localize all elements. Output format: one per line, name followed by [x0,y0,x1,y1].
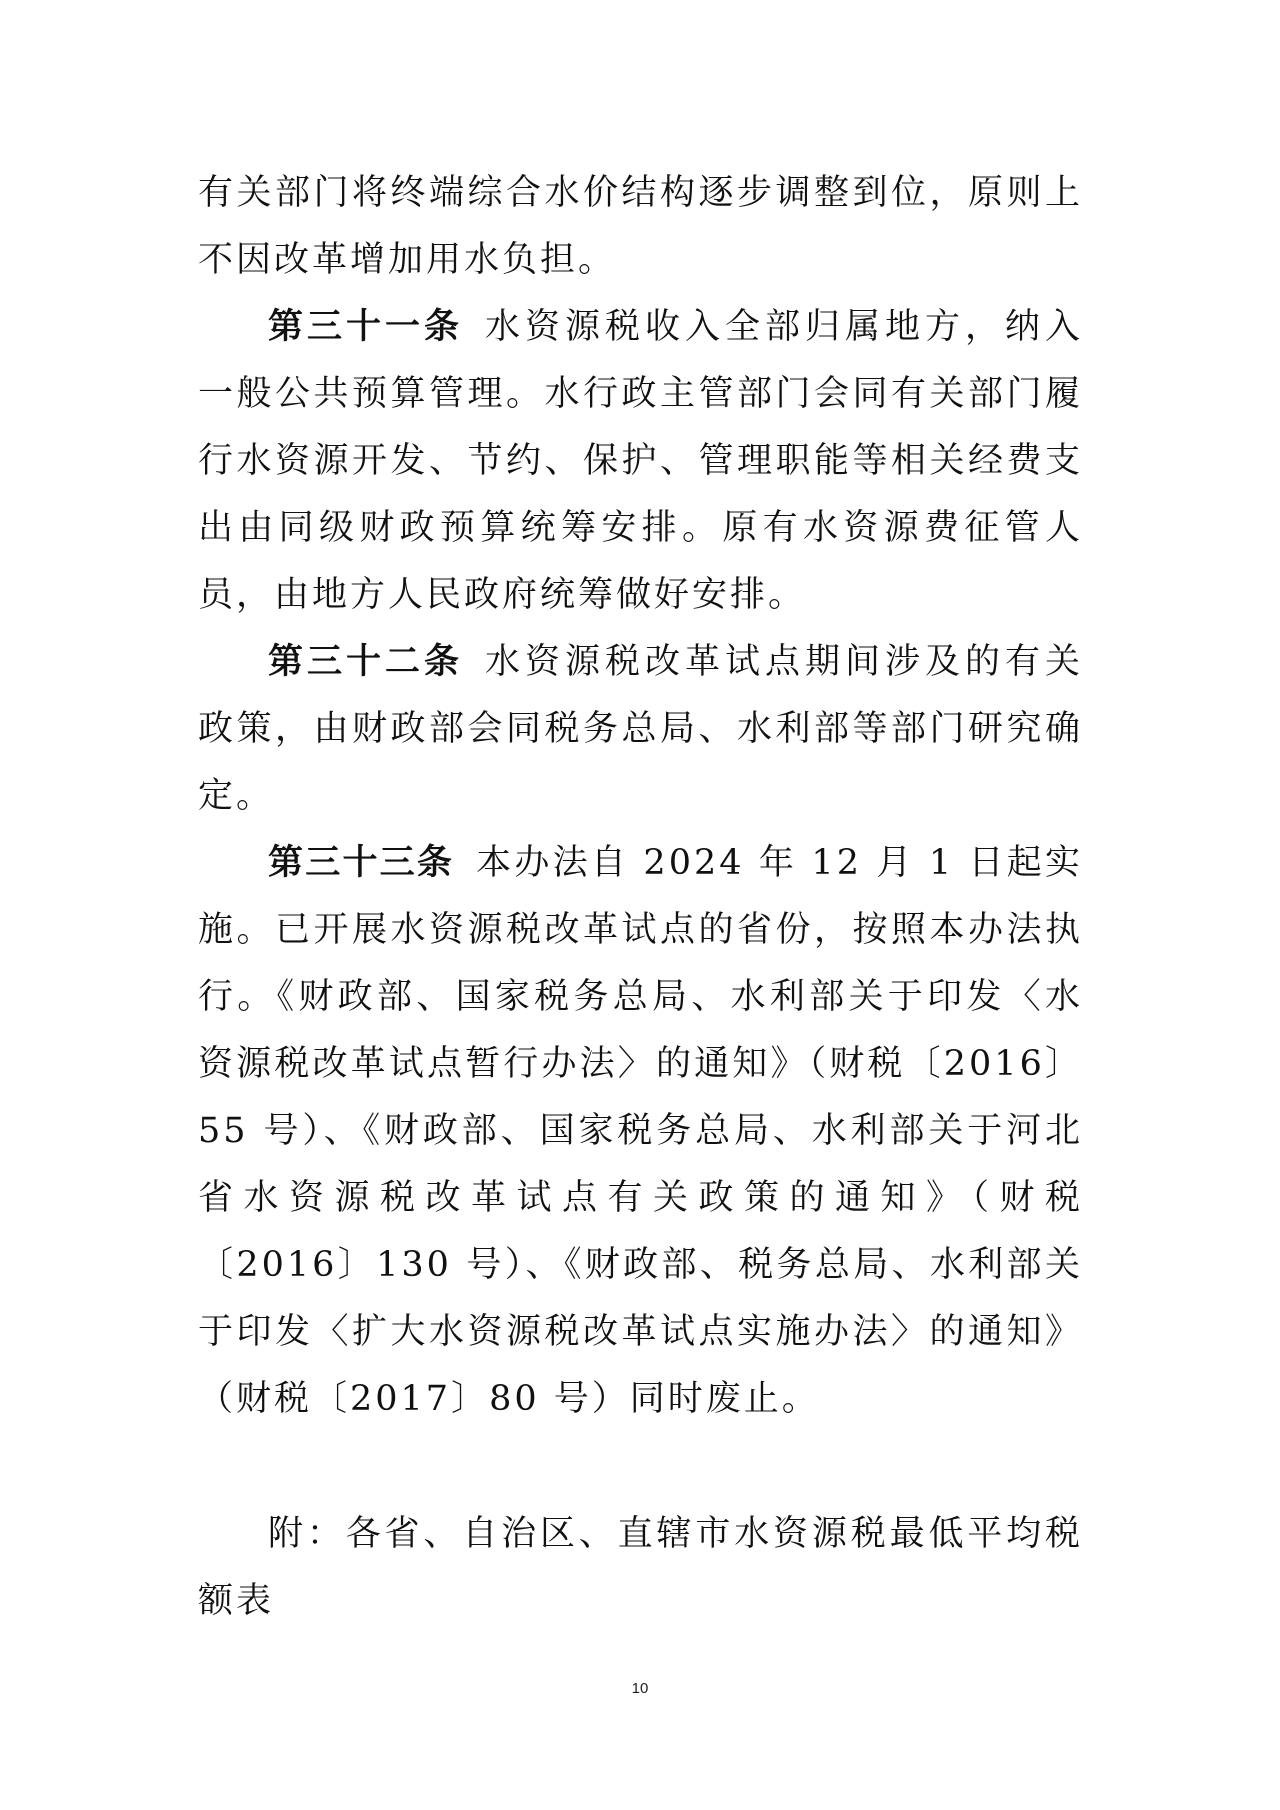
article-31 [198,294,1083,629]
article-32-number: 第三十二条 [268,642,463,682]
article-33-number: 第三十三条 [268,843,455,883]
page-number: 10 [631,1680,649,1697]
article-32 [198,629,1083,830]
article-32-text: 水资源税改革试点期间涉及的有关政策，由财政部会同税务总局、水利部等部门研究确定。 [198,642,1083,816]
article-33 [198,830,1083,1433]
document-body [198,160,1083,1635]
article-31-text: 水资源税收入全部归属地方，纳入一般公共预算管理。水行政主管部门会同有关部门履行水资源开发、节约、保护、管理职能等相关经费支出由同级财政预算统筹安排。原有水资源费征管人员，由地方人民政府统筹做好安排。 [198,307,1083,615]
continuation-paragraph: 有关部门将终端综合水价结构逐步调整到位，原则上不因改革增加用水负担。 [198,173,1083,280]
article-31-number: 第三十一条 [268,307,463,347]
article-33-text: 本办法自 2024 年 12 月 1 日起实施。已开展水资源税改革试点的省份，按照本办法执行。《财政部、国家税务总局、水利部关于印发〈水资源税改革试点暂行办法〉的通知》（财税〔2016〕55 号）、《财政部、国家税务总局、水利部关于河北省水资源税改革试点有关政策的通知》（财税〔2016〕130 号）、《财政部、税务总局、水利部关于印发〈扩大水资源税改革试点实施办法〉的通知》（财税〔2017〕80 号）同时废止。 [198,843,1083,1419]
attachment-note: 附：各省、自治区、直辖市水资源税最低平均税额表 [198,1514,1083,1621]
